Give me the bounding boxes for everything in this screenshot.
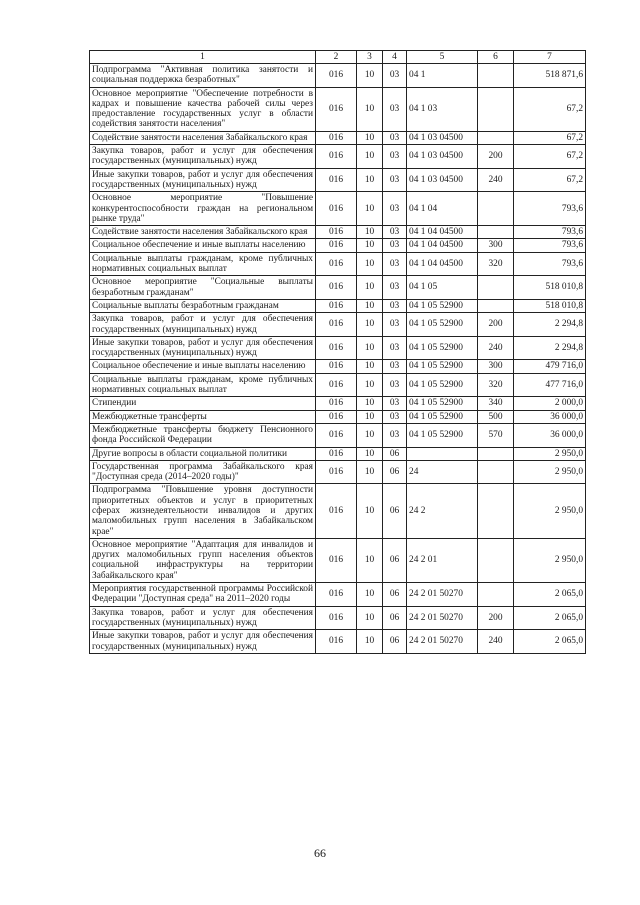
table-row	[90, 360, 586, 373]
row-amount: 518 010,8	[514, 299, 586, 312]
row-section-code: 10	[357, 373, 383, 397]
row-amount: 2 950,0	[514, 460, 586, 484]
row-subsection-code: 03	[383, 131, 407, 144]
row-ministry-code: 016	[316, 299, 357, 312]
row-expense-type: 300	[478, 239, 514, 252]
row-name: Социальные выплаты гражданам, кроме публичных нормативных социальных выплат	[90, 252, 316, 276]
row-ministry-code: 016	[316, 630, 357, 654]
table-row	[90, 87, 586, 131]
row-subsection-code: 03	[383, 252, 407, 276]
row-ministry-code: 016	[316, 276, 357, 300]
row-name: Закупка товаров, работ и услуг для обеспечения государственных (муниципальных) нужд	[90, 145, 316, 169]
table-row	[90, 145, 586, 169]
row-amount: 2 065,0	[514, 606, 586, 630]
table-row	[90, 239, 586, 252]
row-amount: 67,2	[514, 131, 586, 144]
row-name: Другие вопросы в области социальной политики	[90, 447, 316, 460]
row-section-code: 10	[357, 131, 383, 144]
row-amount: 36 000,0	[514, 410, 586, 423]
row-expense-type: 570	[478, 423, 514, 447]
row-amount: 2 950,0	[514, 538, 586, 582]
row-name: Подпрограмма "Активная политика занятости и социальная поддержка безработных"	[90, 64, 316, 88]
row-section-code: 10	[357, 583, 383, 607]
row-subsection-code: 03	[383, 145, 407, 169]
row-target-code: 04 1 05 52900	[407, 423, 478, 447]
row-name: Иные закупки товаров, работ и услуг для обеспечения государственных (муниципальных) нужд	[90, 630, 316, 654]
row-expense-type: 200	[478, 606, 514, 630]
row-section-code: 10	[357, 630, 383, 654]
row-name: Социальное обеспечение и иные выплаты населению	[90, 360, 316, 373]
row-expense-type: 500	[478, 410, 514, 423]
column-header: 3	[357, 51, 383, 64]
row-subsection-code: 03	[383, 239, 407, 252]
row-expense-type: 300	[478, 360, 514, 373]
row-section-code: 10	[357, 145, 383, 169]
row-subsection-code: 03	[383, 276, 407, 300]
row-target-code: 24 2	[407, 484, 478, 538]
row-ministry-code: 016	[316, 336, 357, 360]
row-target-code: 04 1	[407, 64, 478, 88]
row-section-code: 10	[357, 252, 383, 276]
row-subsection-code: 03	[383, 410, 407, 423]
row-subsection-code: 06	[383, 583, 407, 607]
row-subsection-code: 03	[383, 313, 407, 337]
row-ministry-code: 016	[316, 397, 357, 410]
table-row	[90, 583, 586, 607]
row-ministry-code: 016	[316, 423, 357, 447]
table-row	[90, 64, 586, 88]
row-ministry-code: 016	[316, 538, 357, 582]
table-body	[90, 64, 586, 654]
row-section-code: 10	[357, 360, 383, 373]
row-expense-type	[478, 447, 514, 460]
row-ministry-code: 016	[316, 373, 357, 397]
table-row	[90, 410, 586, 423]
row-expense-type	[478, 131, 514, 144]
table-row	[90, 630, 586, 654]
row-target-code: 04 1 04 04500	[407, 226, 478, 239]
row-name: Содействие занятости населения Забайкальского края	[90, 226, 316, 239]
row-subsection-code: 03	[383, 299, 407, 312]
row-expense-type: 200	[478, 313, 514, 337]
row-subsection-code: 06	[383, 630, 407, 654]
row-subsection-code: 03	[383, 397, 407, 410]
row-target-code: 04 1 05 52900	[407, 360, 478, 373]
table-row	[90, 373, 586, 397]
row-amount: 518 010,8	[514, 276, 586, 300]
column-header: 6	[478, 51, 514, 64]
row-expense-type	[478, 583, 514, 607]
row-target-code: 04 1 04	[407, 192, 478, 226]
row-amount: 67,2	[514, 168, 586, 192]
row-name: Содействие занятости населения Забайкальского края	[90, 131, 316, 144]
row-expense-type: 320	[478, 252, 514, 276]
row-section-code: 10	[357, 168, 383, 192]
row-subsection-code: 03	[383, 360, 407, 373]
table-row	[90, 168, 586, 192]
table-row	[90, 131, 586, 144]
row-amount: 2 294,8	[514, 336, 586, 360]
row-subsection-code: 03	[383, 168, 407, 192]
row-ministry-code: 016	[316, 410, 357, 423]
table-row	[90, 299, 586, 312]
row-name: Основное мероприятие "Обеспечение потребности в кадрах и повышение качества рабочей силы через предоставление государственных услуг в области содействия занятости населения"	[90, 87, 316, 131]
row-expense-type	[478, 484, 514, 538]
row-ministry-code: 016	[316, 460, 357, 484]
row-name: Основное мероприятие "Повышение конкурентоспособности граждан на региональном рынке труда"	[90, 192, 316, 226]
table-row	[90, 192, 586, 226]
row-expense-type: 240	[478, 630, 514, 654]
row-amount: 518 871,6	[514, 64, 586, 88]
row-name: Иные закупки товаров, работ и услуг для обеспечения государственных (муниципальных) нужд	[90, 336, 316, 360]
row-section-code: 10	[357, 192, 383, 226]
row-ministry-code: 016	[316, 168, 357, 192]
row-subsection-code: 06	[383, 460, 407, 484]
row-ministry-code: 016	[316, 145, 357, 169]
page-number: 66	[314, 846, 326, 860]
row-subsection-code: 06	[383, 447, 407, 460]
row-amount: 2 294,8	[514, 313, 586, 337]
row-section-code: 10	[357, 64, 383, 88]
row-target-code: 04 1 04 04500	[407, 252, 478, 276]
row-amount: 2 000,0	[514, 397, 586, 410]
row-name: Социальные выплаты безработным гражданам	[90, 299, 316, 312]
row-expense-type	[478, 87, 514, 131]
table-row	[90, 447, 586, 460]
row-name: Социальные выплаты гражданам, кроме публичных нормативных социальных выплат	[90, 373, 316, 397]
row-subsection-code: 03	[383, 373, 407, 397]
row-target-code: 04 1 04 04500	[407, 239, 478, 252]
table-row	[90, 460, 586, 484]
row-ministry-code: 016	[316, 360, 357, 373]
table-row	[90, 538, 586, 582]
budget-table	[89, 50, 586, 654]
row-expense-type: 240	[478, 168, 514, 192]
row-target-code: 04 1 03 04500	[407, 145, 478, 169]
row-name: Иные закупки товаров, работ и услуг для обеспечения государственных (муниципальных) нужд	[90, 168, 316, 192]
row-expense-type	[478, 460, 514, 484]
table-row	[90, 313, 586, 337]
row-amount: 67,2	[514, 145, 586, 169]
column-header: 5	[407, 51, 478, 64]
row-name: Межбюджетные трансферты	[90, 410, 316, 423]
row-target-code: 24 2 01 50270	[407, 583, 478, 607]
table-row	[90, 484, 586, 538]
row-ministry-code: 016	[316, 447, 357, 460]
row-name: Закупка товаров, работ и услуг для обеспечения государственных (муниципальных) нужд	[90, 606, 316, 630]
table-row	[90, 606, 586, 630]
row-name: Социальное обеспечение и иные выплаты населению	[90, 239, 316, 252]
row-ministry-code: 016	[316, 131, 357, 144]
row-ministry-code: 016	[316, 192, 357, 226]
row-target-code: 24 2 01	[407, 538, 478, 582]
column-header: 4	[383, 51, 407, 64]
row-expense-type	[478, 538, 514, 582]
row-target-code: 04 1 03	[407, 87, 478, 131]
row-subsection-code: 03	[383, 87, 407, 131]
row-expense-type	[478, 192, 514, 226]
row-expense-type	[478, 64, 514, 88]
row-expense-type: 200	[478, 145, 514, 169]
row-target-code: 04 1 05 52900	[407, 410, 478, 423]
table-row	[90, 276, 586, 300]
row-amount: 2 065,0	[514, 630, 586, 654]
row-section-code: 10	[357, 313, 383, 337]
row-target-code: 04 1 05 52900	[407, 336, 478, 360]
table-row	[90, 252, 586, 276]
row-ministry-code: 016	[316, 87, 357, 131]
table-row	[90, 423, 586, 447]
row-expense-type: 320	[478, 373, 514, 397]
row-section-code: 10	[357, 447, 383, 460]
row-amount: 479 716,0	[514, 360, 586, 373]
row-section-code: 10	[357, 87, 383, 131]
row-target-code: 04 1 05	[407, 276, 478, 300]
row-section-code: 10	[357, 336, 383, 360]
row-section-code: 10	[357, 276, 383, 300]
row-section-code: 10	[357, 484, 383, 538]
row-name: Основное мероприятие "Адаптация для инвалидов и других маломобильных групп населения объектов социальной инфраструктуры на территории Забайкальского края"	[90, 538, 316, 582]
row-amount: 36 000,0	[514, 423, 586, 447]
row-expense-type	[478, 226, 514, 239]
row-target-code: 24 2 01 50270	[407, 630, 478, 654]
column-header: 1	[90, 51, 316, 64]
row-ministry-code: 016	[316, 64, 357, 88]
row-target-code: 24 2 01 50270	[407, 606, 478, 630]
row-amount: 67,2	[514, 87, 586, 131]
row-target-code	[407, 447, 478, 460]
row-amount: 2 950,0	[514, 447, 586, 460]
row-section-code: 10	[357, 423, 383, 447]
row-name: Основное мероприятие "Социальные выплаты безработным гражданам"	[90, 276, 316, 300]
row-amount: 793,6	[514, 192, 586, 226]
row-section-code: 10	[357, 299, 383, 312]
row-target-code: 04 1 05 52900	[407, 299, 478, 312]
row-target-code: 04 1 05 52900	[407, 373, 478, 397]
row-subsection-code: 03	[383, 336, 407, 360]
row-ministry-code: 016	[316, 484, 357, 538]
row-amount: 793,6	[514, 252, 586, 276]
row-amount: 793,6	[514, 226, 586, 239]
row-ministry-code: 016	[316, 606, 357, 630]
table-row	[90, 397, 586, 410]
table-header-row	[90, 51, 586, 64]
row-target-code: 04 1 03 04500	[407, 168, 478, 192]
row-ministry-code: 016	[316, 239, 357, 252]
row-name: Закупка товаров, работ и услуг для обеспечения государственных (муниципальных) нужд	[90, 313, 316, 337]
row-subsection-code: 03	[383, 423, 407, 447]
column-header: 7	[514, 51, 586, 64]
row-name: Стипендии	[90, 397, 316, 410]
row-subsection-code: 06	[383, 484, 407, 538]
table-row	[90, 336, 586, 360]
row-subsection-code: 03	[383, 192, 407, 226]
row-expense-type: 340	[478, 397, 514, 410]
row-section-code: 10	[357, 397, 383, 410]
row-name: Межбюджетные трансферты бюджету Пенсионного фонда Российской Федерации	[90, 423, 316, 447]
row-subsection-code: 03	[383, 64, 407, 88]
row-name: Мероприятия государственной программы Российской Федерации "Доступная среда" на 2011–2020 годы	[90, 583, 316, 607]
row-target-code: 04 1 03 04500	[407, 131, 478, 144]
row-subsection-code: 06	[383, 538, 407, 582]
row-ministry-code: 016	[316, 583, 357, 607]
row-expense-type	[478, 276, 514, 300]
row-amount: 2 065,0	[514, 583, 586, 607]
row-subsection-code: 06	[383, 606, 407, 630]
row-section-code: 10	[357, 606, 383, 630]
row-ministry-code: 016	[316, 252, 357, 276]
row-subsection-code: 03	[383, 226, 407, 239]
row-section-code: 10	[357, 226, 383, 239]
column-header: 2	[316, 51, 357, 64]
row-section-code: 10	[357, 538, 383, 582]
row-expense-type	[478, 299, 514, 312]
row-expense-type: 240	[478, 336, 514, 360]
row-section-code: 10	[357, 410, 383, 423]
row-amount: 793,6	[514, 239, 586, 252]
row-ministry-code: 016	[316, 313, 357, 337]
row-amount: 477 716,0	[514, 373, 586, 397]
row-target-code: 04 1 05 52900	[407, 313, 478, 337]
row-name: Подпрограмма "Повышение уровня доступности приоритетных объектов и услуг в приоритетных сферах жизнедеятельности инвалидов и других маломобильных групп населения в Забайкальском крае"	[90, 484, 316, 538]
row-target-code: 24	[407, 460, 478, 484]
table-row	[90, 226, 586, 239]
row-name: Государственная программа Забайкальского края "Доступная среда (2014–2020 годы)"	[90, 460, 316, 484]
row-section-code: 10	[357, 460, 383, 484]
row-ministry-code: 016	[316, 226, 357, 239]
row-amount: 2 950,0	[514, 484, 586, 538]
row-target-code: 04 1 05 52900	[407, 397, 478, 410]
row-section-code: 10	[357, 239, 383, 252]
